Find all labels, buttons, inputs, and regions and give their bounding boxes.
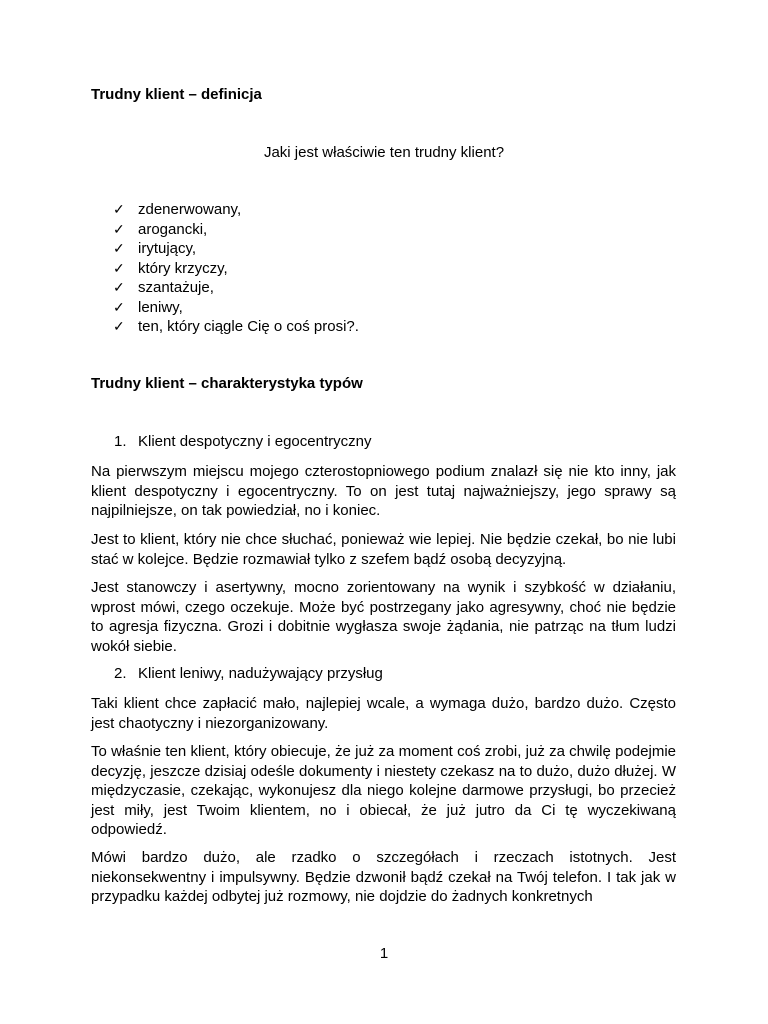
heading-definition: Trudny klient – definicja (91, 86, 262, 103)
item-title: Klient despotyczny i egocentryczny (138, 433, 372, 450)
check-icon: ✓ (113, 201, 125, 217)
check-icon: ✓ (113, 220, 125, 237)
heading-types: Trudny klient – charakterystyka typów (91, 375, 363, 392)
item-title: Klient leniwy, nadużywający przysług (138, 665, 383, 682)
page-number: 1 (379, 945, 389, 962)
check-icon: ✓ (113, 259, 125, 276)
paragraph: Jest to klient, który nie chce słuchać, ponieważ wie lepiej. Nie będzie czekał, bo nie lubi stać w kolejce. Będzie rozmawiał tylko z szefem bądź osobą decyzyjną. (91, 531, 676, 568)
check-icon: ✓ (113, 240, 125, 256)
paragraph: Jest stanowczy i asertywny, mocno zorientowany na wynik i szybkość w działaniu, wprost mówi, czego oczekuje. Może być postrzegany jako agresywny, choć nie będzie to agresja fizyczna. Grozi i dobitnie wygłasza swoje żądania, nie patrząc na tłum ludzi wokół siebie. (91, 579, 676, 655)
checklist-item-text: który krzyczy, (138, 259, 228, 277)
checklist-item-text: irytujący, (138, 240, 197, 257)
checklist-item-text: zdenerwowany, (138, 201, 242, 218)
item-number: 2. (114, 665, 127, 682)
check-icon: ✓ (113, 298, 125, 315)
subtitle-question: Jaki jest właściwie ten trudny klient? (263, 144, 505, 161)
paragraph: Na pierwszym miejscu mojego czterostopniowego podium znalazł się nie kto inny, jak klient despotyczny i egocentryczny. To on jest tutaj najważniejszy, jego sprawy są najpilniejsze, on tak powiedział, no i koniec. (91, 463, 676, 519)
paragraph: Taki klient chce zapłacić mało, najlepiej wcale, a wymaga dużo, bardzo dużo. Często jest chaotyczny i niezorganizowany. (91, 695, 676, 732)
item-number: 1. (114, 433, 127, 450)
check-icon: ✓ (113, 318, 125, 334)
checklist-item-text: ten, który ciągle Cię o coś prosi?. (138, 318, 359, 335)
checklist-item-text: szantażuje, (138, 279, 214, 296)
paragraph: Mówi bardzo dużo, ale rzadko o szczegółach i rzeczach istotnych. Jest niekonsekwentny i impulsywny. Będzie dzwonił bądź czekał na Twój telefon. I tak jak w przypadku każdej odbytej już rozmowy, nie dojdzie do żadnych konkretnych (91, 849, 676, 905)
checklist-item-text: leniwy, (138, 298, 183, 316)
paragraph: To właśnie ten klient, który obiecuje, że już za moment coś zrobi, już za chwilę podejmie decyzję, jeszcze dzisiaj odeśle dokumenty i niestety czekasz na to dużo, dużo dłużej. W międzyczasie, czekając, wykonujesz dla niego kolejne darmowe przysługi, bo przecież jest miły, jest Twoim klientem, no i obiecał, że już jutro da Ci tę wyczekiwaną odpowiedź. (91, 743, 676, 838)
checklist-item-text: arogancki, (138, 220, 208, 238)
check-icon: ✓ (113, 279, 125, 295)
